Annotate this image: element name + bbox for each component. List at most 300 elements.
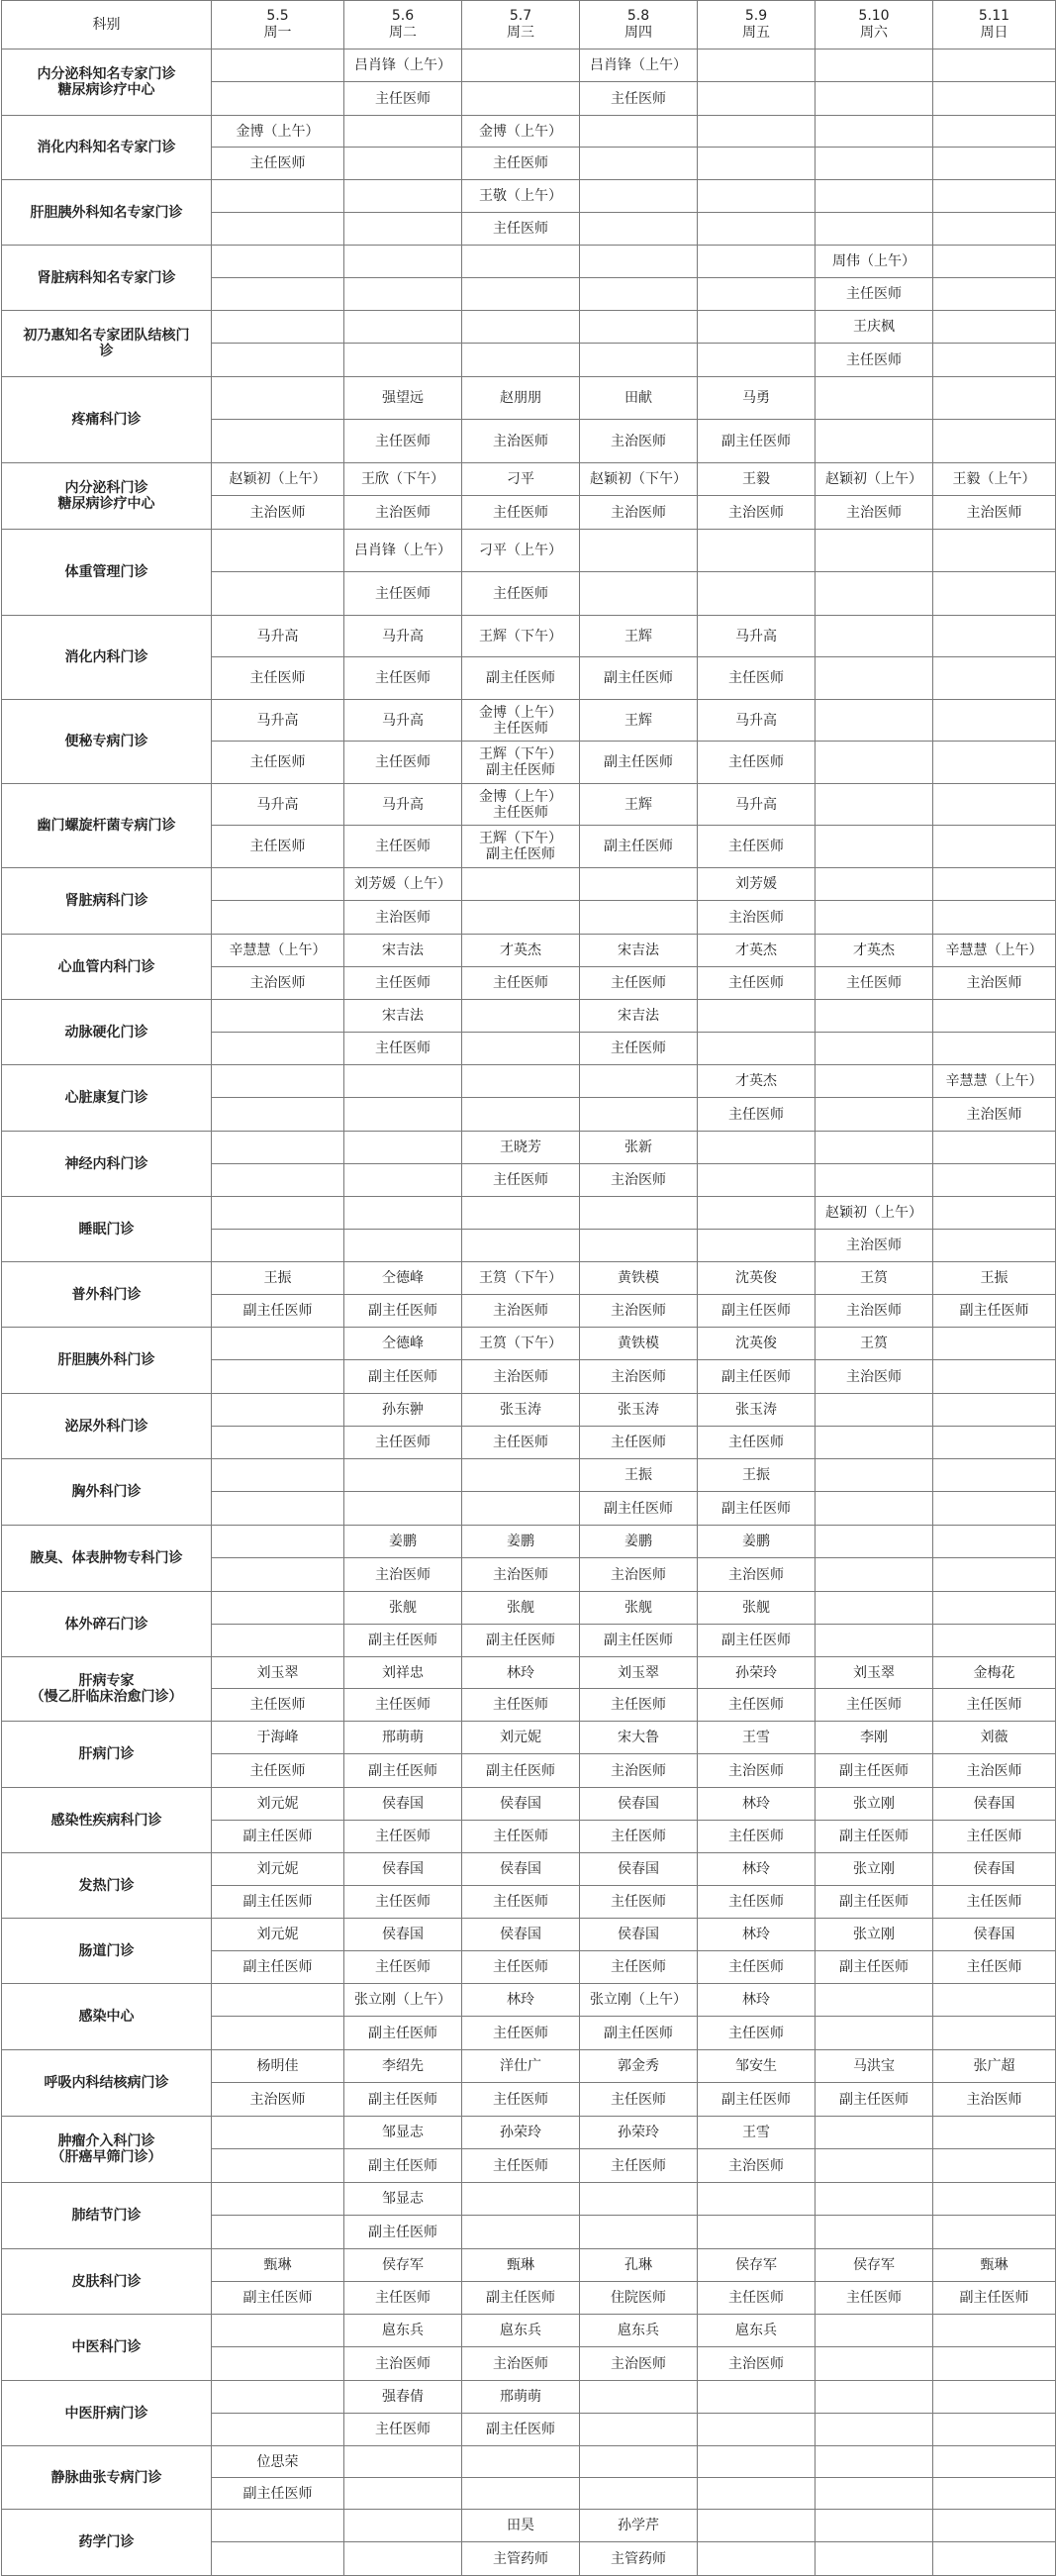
doctor-row (2, 2050, 1056, 2083)
doctor-cell (344, 2315, 462, 2347)
doctor-row (2, 1526, 1056, 1558)
doctor-row (2, 1328, 1056, 1360)
title-cell (344, 344, 462, 377)
doctor-cell (816, 1984, 933, 2017)
department-name (2, 1592, 212, 1657)
doctor-cell (212, 935, 344, 967)
doctor-cell (580, 1394, 698, 1427)
doctor-cell-text: 辛慧慧（上午） (229, 942, 327, 958)
title-cell-text: 副主任医师 (368, 2224, 437, 2240)
doctor-cell-text: 刘元妮 (256, 1796, 299, 1812)
title-cell-text: 主治医师 (728, 2355, 784, 2372)
doctor-cell-text: 邹显志 (382, 2191, 424, 2207)
doctor-cell (933, 1853, 1056, 1886)
doctor-cell (933, 1000, 1056, 1033)
department-name (2, 868, 212, 935)
doctor-row (2, 50, 1056, 82)
doctor-cell (698, 616, 816, 657)
doctor-cell-text: 于海峰 (256, 1730, 299, 1745)
doctor-cell (462, 2510, 580, 2542)
title-cell (344, 213, 462, 246)
title-cell (933, 572, 1056, 616)
doctor-cell (212, 784, 344, 826)
title-cell (933, 1295, 1056, 1328)
title-cell-text: 副主任医师 (721, 2091, 791, 2108)
title-cell-text: 副主任医师 (839, 1762, 909, 1779)
doctor-cell (698, 1065, 816, 1098)
doctor-cell-text: 仝德峰 (382, 1270, 424, 1286)
doctor-row (2, 1065, 1056, 1098)
doctor-row (2, 700, 1056, 742)
title-cell (344, 1427, 462, 1459)
doctor-cell (816, 2446, 933, 2478)
title-cell-text: 主任医师 (611, 1894, 666, 1910)
doctor-cell-text: 张立刚 (853, 1796, 895, 1812)
department-name-line: 初乃惠知名专家团队结核门 (23, 328, 190, 344)
doctor-cell (462, 463, 580, 496)
doctor-cell-text: 王欣（下午） (361, 471, 444, 487)
doctor-cell-text: 黄铁模 (618, 1270, 659, 1286)
title-cell (933, 2282, 1056, 2315)
doctor-cell (462, 2315, 580, 2347)
doctor-row (2, 2381, 1056, 2414)
title-cell (580, 1886, 698, 1919)
doctor-row (2, 1000, 1056, 1033)
doctor-cell (344, 1262, 462, 1295)
title-cell-text: 主治医师 (728, 1762, 784, 1779)
doctor-cell (933, 2117, 1056, 2149)
doctor-cell (212, 1065, 344, 1098)
title-cell-text: 副主任医师 (242, 1303, 313, 1319)
title-cell (580, 826, 698, 868)
doctor-cell (816, 530, 933, 572)
title-cell-text: 主治医师 (611, 504, 666, 521)
doctor-row (2, 2249, 1056, 2282)
doctor-row (2, 935, 1056, 967)
title-cell-text: 主任医师 (728, 1697, 784, 1713)
title-cell (816, 2478, 933, 2510)
doctor-cell (816, 311, 933, 344)
title-cell (462, 1033, 580, 1065)
doctor-cell (462, 1262, 580, 1295)
title-cell-text: 副主任医师 (368, 2025, 437, 2041)
doctor-cell (462, 2050, 580, 2083)
department-name-line: 泌尿外科门诊 (64, 1418, 148, 1435)
title-cell (580, 1492, 698, 1526)
doctor-cell-text: 张立刚 (853, 1927, 895, 1942)
doctor-cell-text: 王振 (263, 1270, 292, 1286)
doctor-row (2, 868, 1056, 901)
doctor-cell (212, 180, 344, 213)
department-name (2, 2510, 212, 2576)
title-cell-text: 主任医师 (375, 839, 431, 854)
title-cell-text: 主任医师 (728, 1106, 784, 1123)
doctor-cell-text: 金梅花 (973, 1664, 1015, 1681)
title-cell (344, 1689, 462, 1722)
title-cell-text: 副主任医师 (486, 2422, 555, 2437)
doctor-cell (698, 463, 816, 496)
doctor-cell (212, 311, 344, 344)
doctor-cell-text: 邢萌萌 (500, 2389, 541, 2405)
title-cell (344, 967, 462, 1000)
schedule-body (2, 50, 1056, 2576)
department-name-line: 静脉曲张专病门诊 (50, 2469, 162, 2486)
doctor-cell (212, 700, 344, 742)
doctor-cell-text: 吕肖锋（上午） (354, 57, 451, 73)
department-name-line: 肝胆胰外科知名专家门诊 (30, 204, 183, 221)
doctor-cell-text: 侯春国 (618, 1861, 659, 1877)
title-cell-text: 主管药师 (493, 2550, 548, 2567)
title-cell (698, 82, 816, 116)
title-cell (816, 420, 933, 463)
doctor-cell-text: 辛慧慧（上午） (945, 1073, 1043, 1089)
department-name (2, 1919, 212, 1984)
title-cell-text: 主任医师 (375, 975, 431, 991)
header-row (2, 1, 1056, 50)
department-name-line: （肝癌早筛门诊） (50, 2149, 162, 2165)
title-cell (580, 1558, 698, 1592)
doctor-cell-text: 姜鹏 (624, 1534, 652, 1549)
title-cell (933, 1230, 1056, 1262)
doctor-cell-text: 孙学芹 (618, 2518, 659, 2533)
department-name (2, 1262, 212, 1328)
day-date: 5.11 (978, 8, 1010, 24)
doctor-cell-text: 张舰 (389, 1600, 417, 1616)
doctor-cell (580, 116, 698, 148)
doctor-cell (462, 868, 580, 901)
doctor-row (2, 530, 1056, 572)
doctor-cell (698, 868, 816, 901)
title-cell (212, 1164, 344, 1197)
title-cell-text: 王辉（下午） (479, 831, 562, 846)
department-name (2, 2117, 212, 2183)
doctor-cell (933, 1526, 1056, 1558)
doctor-cell (344, 2381, 462, 2414)
title-cell (698, 1427, 816, 1459)
doctor-cell-text: 侯春国 (382, 1927, 424, 1942)
title-cell-text: 主治医师 (966, 1762, 1022, 1779)
doctor-cell (580, 180, 698, 213)
doctor-cell (580, 2050, 698, 2083)
title-cell-text: 主任医师 (249, 1762, 306, 1779)
title-cell (462, 967, 580, 1000)
doctor-cell (698, 1394, 816, 1427)
title-cell-text: 主任医师 (493, 1894, 548, 1910)
title-cell (212, 967, 344, 1000)
doctor-cell-text: 王辉（下午） (479, 628, 562, 644)
doctor-cell (933, 116, 1056, 148)
department-name-line: 发热门诊 (78, 1877, 135, 1894)
title-cell (816, 826, 933, 868)
department-name-line: 疼痛科门诊 (71, 412, 142, 428)
title-cell (580, 1033, 698, 1065)
title-cell-text: 主治医师 (611, 1566, 666, 1583)
title-cell-text: 主治医师 (966, 504, 1022, 521)
title-cell (698, 420, 816, 463)
doctor-cell-text: 林玲 (507, 1664, 534, 1681)
doctor-cell-text: 宋大鲁 (618, 1730, 659, 1745)
department-name-line: 便秘专病门诊 (64, 734, 148, 749)
doctor-cell (580, 1132, 698, 1164)
doctor-cell (580, 2381, 698, 2414)
doctor-cell (212, 1000, 344, 1033)
title-cell (344, 2347, 462, 2381)
department-name (2, 700, 212, 784)
doctor-cell-text: 侯春国 (618, 1927, 659, 1942)
doctor-cell (933, 1328, 1056, 1360)
title-cell (212, 572, 344, 616)
title-cell-text: 主任医师 (375, 433, 431, 449)
doctor-cell (816, 377, 933, 420)
title-cell (933, 148, 1056, 180)
doctor-cell (462, 2446, 580, 2478)
title-cell-text: 主任医师 (375, 670, 431, 686)
title-cell (698, 657, 816, 700)
doctor-cell-text: 甄琳 (263, 2257, 292, 2273)
title-cell-text: 副主任医师 (486, 762, 555, 778)
doctor-cell-text: 金博（上午） (479, 704, 562, 721)
title-cell (816, 344, 933, 377)
doctor-cell (933, 1197, 1056, 1230)
doctor-cell-text: 张广超 (973, 2058, 1015, 2074)
title-cell-text: 主任医师 (728, 2025, 784, 2041)
title-cell (816, 742, 933, 784)
doctor-cell (344, 377, 462, 420)
doctor-cell-text: 林玲 (507, 1992, 534, 2008)
doctor-cell-text: 王晓芳 (500, 1139, 541, 1155)
title-cell-text: 主治医师 (728, 504, 784, 521)
title-cell-text: 主任医师 (846, 1697, 902, 1713)
title-cell-text: 主任医师 (249, 670, 306, 686)
department-name (2, 246, 212, 311)
doctor-cell (933, 1262, 1056, 1295)
title-cell-text: 副主任医师 (242, 1829, 313, 1844)
day-header (344, 1, 462, 50)
title-cell-text: 副主任医师 (839, 1829, 909, 1844)
title-cell (816, 1360, 933, 1394)
title-cell (933, 344, 1056, 377)
title-cell-text: 主治医师 (611, 433, 666, 449)
title-cell-text: 副主任医师 (242, 1959, 313, 1975)
day-weekday: 周三 (507, 25, 534, 41)
title-cell-text: 主任医师 (375, 1040, 431, 1056)
title-cell (933, 496, 1056, 530)
title-cell (816, 1033, 933, 1065)
title-cell (698, 2414, 816, 2446)
doctor-cell (462, 1328, 580, 1360)
title-cell (580, 2083, 698, 2117)
doctor-cell (462, 1657, 580, 1689)
title-cell (698, 1821, 816, 1853)
day-weekday: 周五 (742, 25, 770, 41)
doctor-cell (462, 50, 580, 82)
title-cell-text: 主治医师 (611, 2355, 666, 2372)
doctor-cell (212, 463, 344, 496)
title-cell (344, 1360, 462, 1394)
doctor-cell-text: 赵颖初（上午） (229, 471, 327, 487)
title-cell (462, 1098, 580, 1132)
doctor-cell-text: 孙荣玲 (500, 2125, 541, 2140)
title-cell-text: 主治医师 (375, 909, 431, 926)
title-cell (212, 1098, 344, 1132)
doctor-cell-text: 张新 (624, 1139, 652, 1155)
doctor-cell (933, 1132, 1056, 1164)
department-name (2, 377, 212, 463)
doctor-cell-text: 邹安生 (735, 2058, 777, 2074)
doctor-cell-text: 王雪 (742, 2125, 770, 2140)
title-cell (580, 1164, 698, 1197)
doctor-cell (816, 180, 933, 213)
title-cell-text: 主治医师 (375, 1566, 431, 1583)
doctor-cell-text: 林玲 (742, 1796, 770, 1812)
doctor-cell (580, 935, 698, 967)
doctor-cell (462, 1592, 580, 1625)
doctor-cell-text: 甄琳 (507, 2257, 534, 2273)
title-cell-text: 主任医师 (375, 90, 431, 107)
doctor-cell-text: 马勇 (742, 390, 770, 406)
doctor-cell (698, 377, 816, 420)
doctor-cell (212, 116, 344, 148)
title-cell (212, 1558, 344, 1592)
doctor-cell (933, 463, 1056, 496)
doctor-cell (462, 377, 580, 420)
department-name (2, 1065, 212, 1132)
title-cell (580, 148, 698, 180)
doctor-cell-text: 刘玉翠 (853, 1664, 895, 1681)
title-cell-text: 主任医师 (493, 155, 548, 171)
title-cell-text: 主治医师 (728, 1566, 784, 1583)
doctor-cell (933, 2315, 1056, 2347)
doctor-cell-text: 金博（上午） (236, 123, 320, 140)
doctor-cell (212, 868, 344, 901)
doctor-cell (816, 2117, 933, 2149)
doctor-cell (462, 2183, 580, 2216)
department-name (2, 1526, 212, 1592)
doctor-cell (816, 2050, 933, 2083)
title-cell-text: 主任医师 (493, 2157, 548, 2174)
title-cell (344, 2414, 462, 2446)
title-cell-text: 主任医师 (493, 2091, 548, 2108)
title-cell (698, 2216, 816, 2249)
department-name-line: 皮肤科门诊 (71, 2273, 142, 2290)
doctor-cell-text: 赵朋朋 (500, 390, 541, 406)
title-cell (344, 148, 462, 180)
title-cell-text: 副主任医师 (368, 1368, 437, 1385)
title-cell (933, 742, 1056, 784)
title-cell (816, 213, 933, 246)
title-cell (816, 82, 933, 116)
doctor-cell (212, 246, 344, 278)
title-cell (933, 1360, 1056, 1394)
title-cell (344, 278, 462, 311)
doctor-cell (344, 1592, 462, 1625)
doctor-cell (580, 2117, 698, 2149)
doctor-cell (212, 2117, 344, 2149)
title-cell (580, 2216, 698, 2249)
title-cell-text: 主任医师 (728, 2290, 784, 2306)
doctor-cell (344, 1526, 462, 1558)
doctor-cell-text: 李刚 (860, 1730, 888, 1745)
department-name-line: 糖尿病诊疗中心 (57, 496, 155, 512)
department-name-line: 内分泌科门诊 (64, 480, 148, 496)
doctor-cell (933, 1984, 1056, 2017)
doctor-cell (816, 1065, 933, 1098)
title-cell (816, 572, 933, 616)
doctor-cell (698, 2381, 816, 2414)
title-cell (933, 2216, 1056, 2249)
title-cell-text: 副主任医师 (368, 2091, 437, 2108)
title-cell (344, 1098, 462, 1132)
doctor-row (2, 1262, 1056, 1295)
doctor-cell (816, 2183, 933, 2216)
doctor-cell-text: 张玉涛 (735, 1402, 777, 1418)
title-cell (698, 2478, 816, 2510)
doctor-cell-text: 刘芳媛 (735, 876, 777, 892)
title-cell-text: 副主任医师 (604, 754, 673, 770)
title-cell (212, 1295, 344, 1328)
doctor-cell-text: 张舰 (507, 1600, 534, 1616)
title-cell (580, 1689, 698, 1722)
title-cell (698, 1625, 816, 1657)
title-cell-text: 副主任医师 (242, 2290, 313, 2306)
doctor-cell (816, 1722, 933, 1754)
title-cell (212, 2017, 344, 2050)
doctor-row (2, 463, 1056, 496)
title-cell (698, 1295, 816, 1328)
title-cell-text: 主任医师 (728, 1829, 784, 1844)
title-cell (344, 1230, 462, 1262)
title-cell (698, 1360, 816, 1394)
department-name (2, 1722, 212, 1788)
doctor-cell-text: 王筼 (860, 1336, 888, 1351)
doctor-cell-text: 周伟（上午） (832, 253, 915, 269)
title-cell (933, 1689, 1056, 1722)
title-cell-text: 主任医师 (375, 1959, 431, 1975)
title-cell (462, 2478, 580, 2510)
department-name-line: 心脏康复门诊 (64, 1090, 148, 1106)
doctor-cell-text: 刁平（上午） (479, 543, 562, 558)
doctor-cell-text: 王振 (980, 1270, 1008, 1286)
title-cell-text: 主治医师 (611, 1762, 666, 1779)
title-cell-text: 主任医师 (375, 2290, 431, 2306)
title-cell (344, 2083, 462, 2117)
title-cell (212, 1625, 344, 1657)
doctor-cell-text: 王毅（上午） (952, 471, 1036, 487)
doctor-cell (580, 50, 698, 82)
department-name-line: 呼吸内科结核病门诊 (44, 2075, 169, 2091)
doctor-cell (698, 1853, 816, 1886)
doctor-cell (816, 116, 933, 148)
doctor-cell (580, 1919, 698, 1951)
title-cell (933, 1754, 1056, 1788)
day-date: 5.8 (626, 8, 650, 24)
doctor-cell (816, 2510, 933, 2542)
doctor-cell (212, 530, 344, 572)
doctor-cell (580, 311, 698, 344)
doctor-cell (816, 1526, 933, 1558)
title-cell (212, 148, 344, 180)
department-name-line: 肿瘤介入科门诊 (57, 2133, 155, 2149)
title-cell (580, 901, 698, 935)
title-cell (816, 1558, 933, 1592)
title-cell (580, 2478, 698, 2510)
title-cell (580, 742, 698, 784)
doctor-cell-text: 王筼 (860, 1270, 888, 1286)
doctor-cell-text: 张立刚（上午） (590, 1992, 687, 2008)
doctor-row (2, 180, 1056, 213)
title-cell-text: 主治医师 (249, 975, 306, 991)
doctor-cell (344, 463, 462, 496)
